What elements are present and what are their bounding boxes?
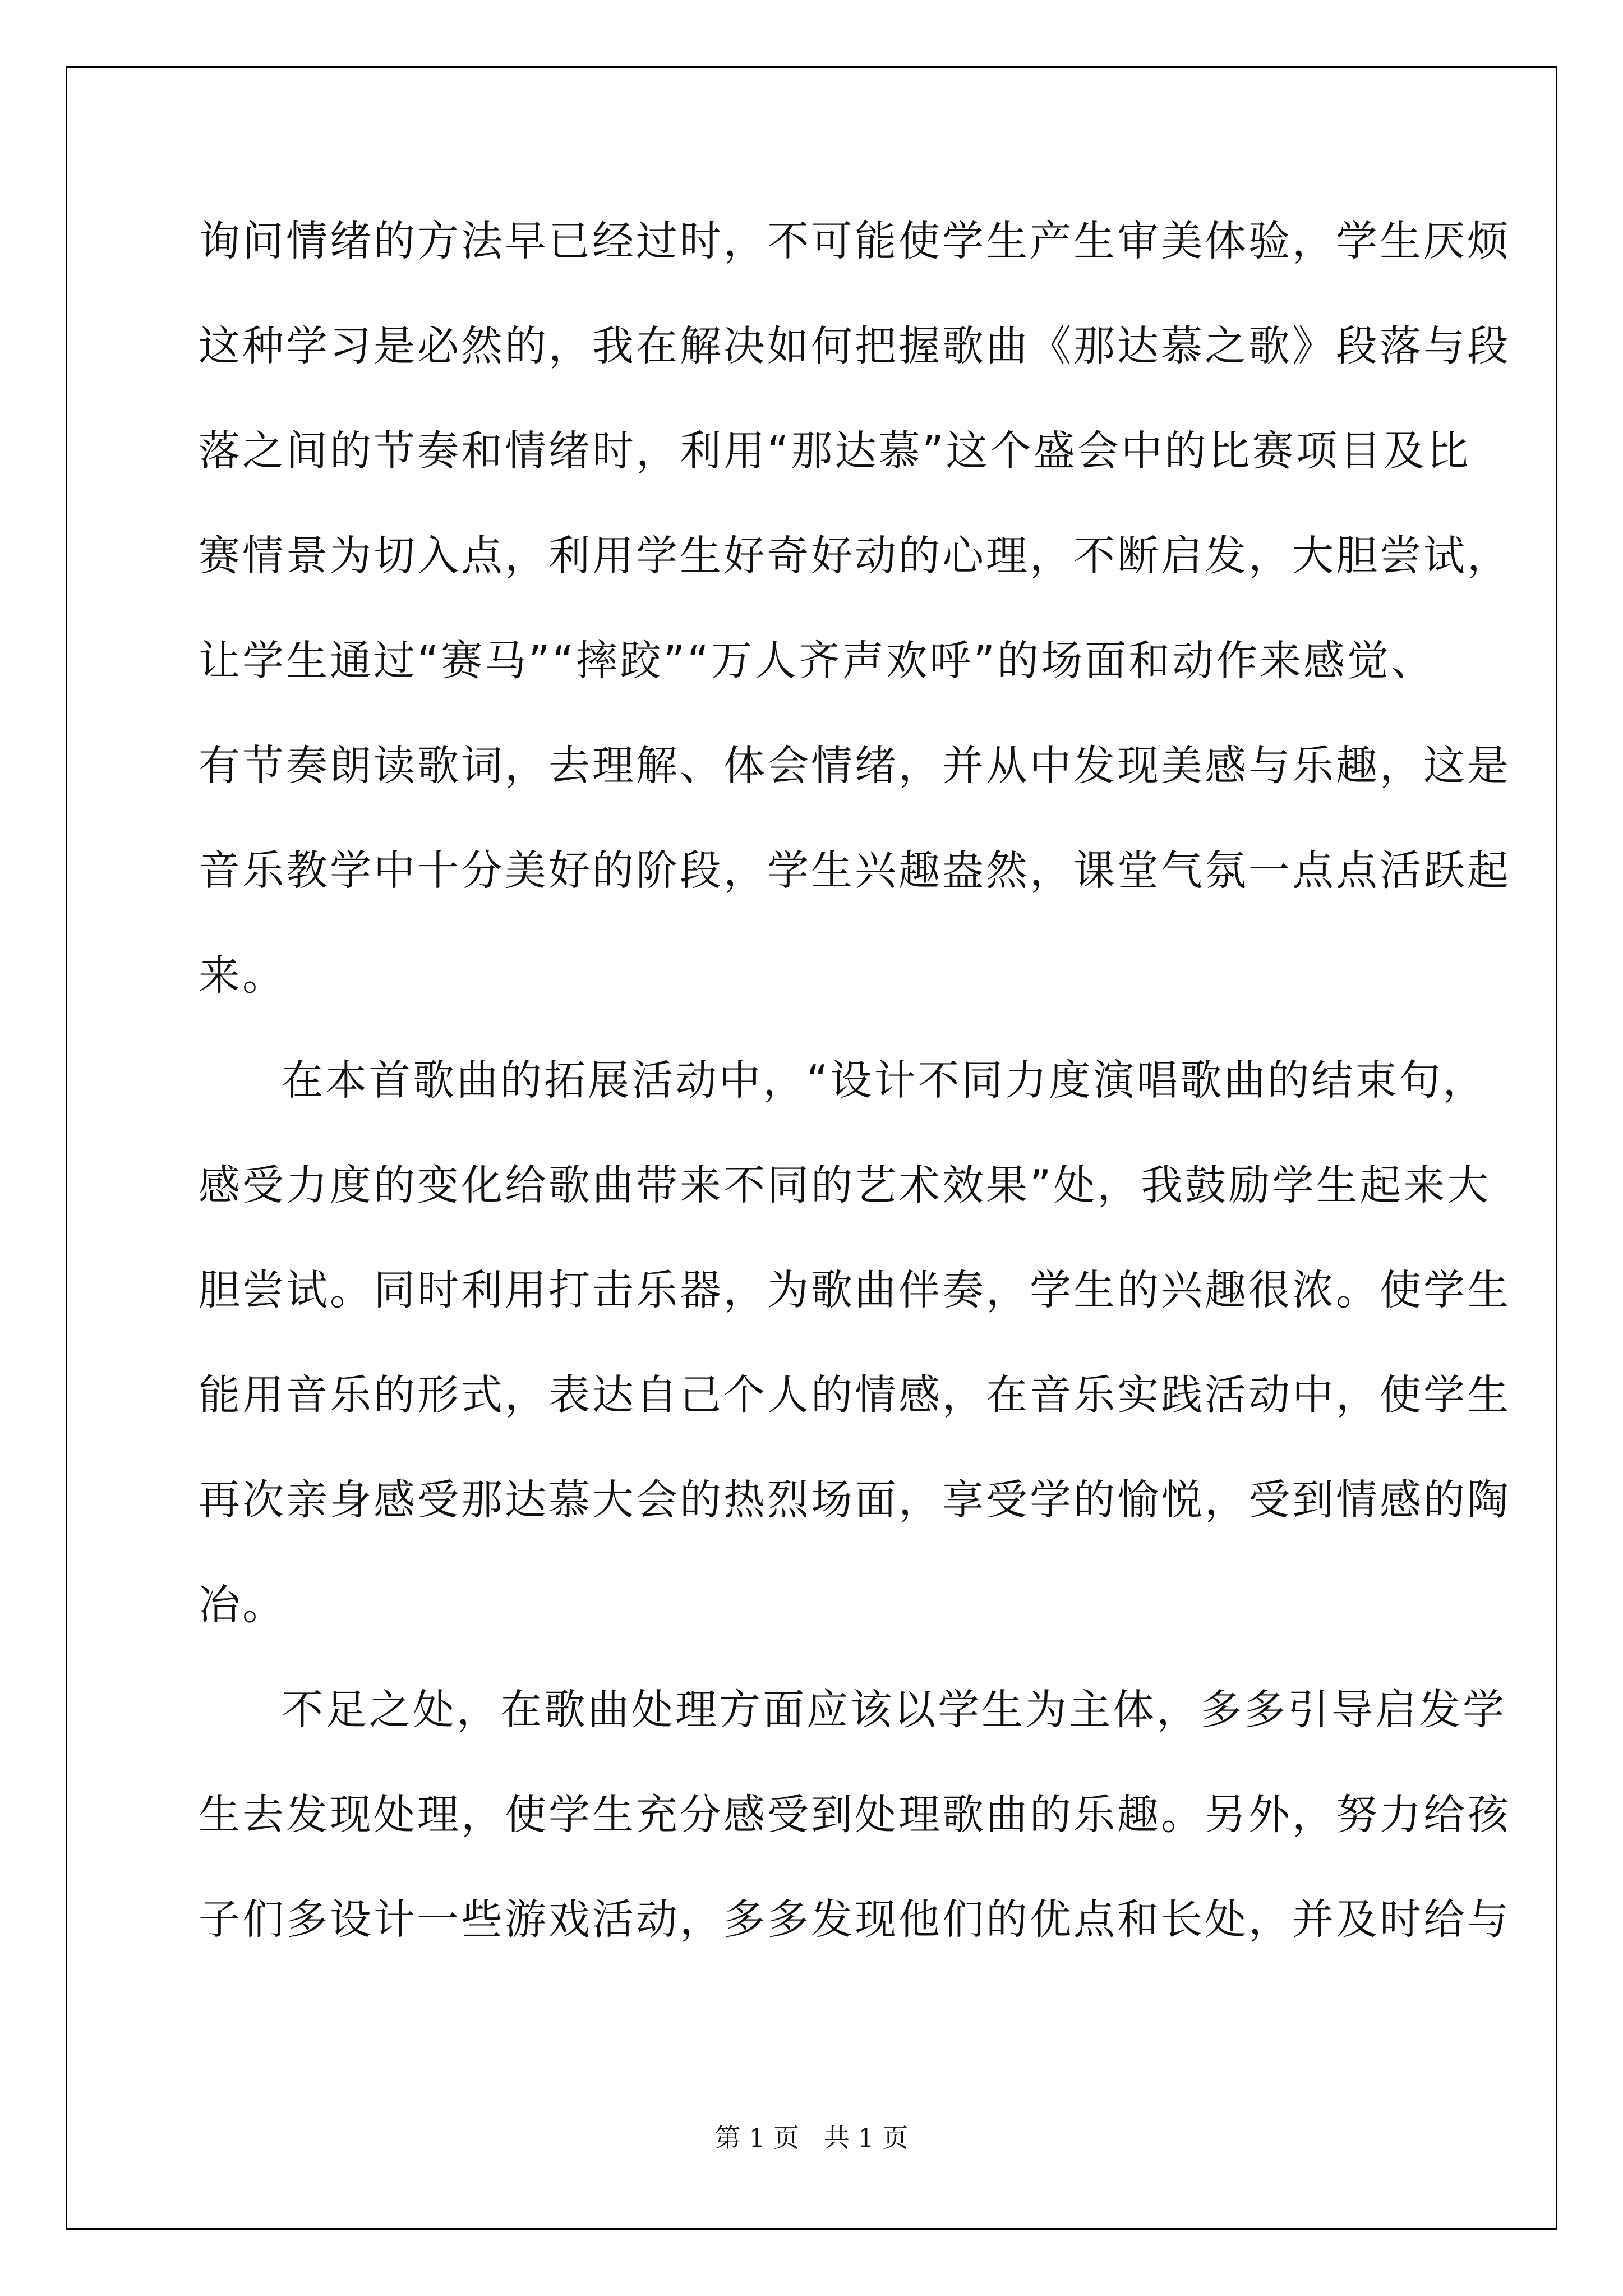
text-line: 子们多设计一些游戏活动，多多发现他们的优点和长处，并及时给与: [199, 1895, 1511, 1944]
text-line: 冶。: [199, 1581, 286, 1629]
text-line: 落之间的节奏和情绪时，利用“那达慕”这个盛会中的比赛项目及比: [199, 427, 1471, 475]
text-line: 感受力度的变化给歌曲带来不同的艺术效果”处，我鼓励学生起来大: [199, 1161, 1491, 1209]
text-line: 有节奏朗读歌词，去理解、体会情绪，并从中发现美感与乐趣，这是: [199, 742, 1511, 790]
page-number: 第 1 页 共 1 页: [714, 2123, 909, 2153]
text-line: 来。: [199, 951, 286, 1000]
text-line: 能用音乐的形式，表达自己个人的情感，在音乐实践活动中，使学生: [199, 1371, 1511, 1419]
text-line: 音乐教学中十分美好的阶段，学生兴趣盎然，课堂气氛一点点活跃起: [199, 846, 1511, 895]
text-line: 让学生通过“赛马”“摔跤”“万人齐声欢呼”的场面和动作来感觉、: [199, 637, 1435, 685]
text-line: 赛情景为切入点，利用学生好奇好动的心理，不断启发，大胆尝试，: [199, 532, 1511, 580]
paragraph-start-line: 不足之处，在歌曲处理方面应该以学生为主体，多多引导启发学: [282, 1686, 1506, 1734]
paragraph-start-line: 在本首歌曲的拓展活动中，“设计不同力度演唱歌曲的结束句，: [282, 1056, 1487, 1105]
text-line: 胆尝试。同时利用打击乐器，为歌曲伴奏，学生的兴趣很浓。使学生: [199, 1266, 1511, 1314]
text-line: 询问情绪的方法早已经过时，不可能使学生产生审美体验，学生厌烦: [199, 217, 1511, 265]
text-line: 再次亲身感受那达慕大会的热烈场面，享受学的愉悦，受到情感的陶: [199, 1476, 1511, 1524]
text-line: 生去发现处理，使学生充分感受到处理歌曲的乐趣。另外，努力给孩: [199, 1791, 1511, 1839]
text-line: 这种学习是必然的，我在解决如何把握歌曲《那达慕之歌》段落与段: [199, 322, 1511, 370]
